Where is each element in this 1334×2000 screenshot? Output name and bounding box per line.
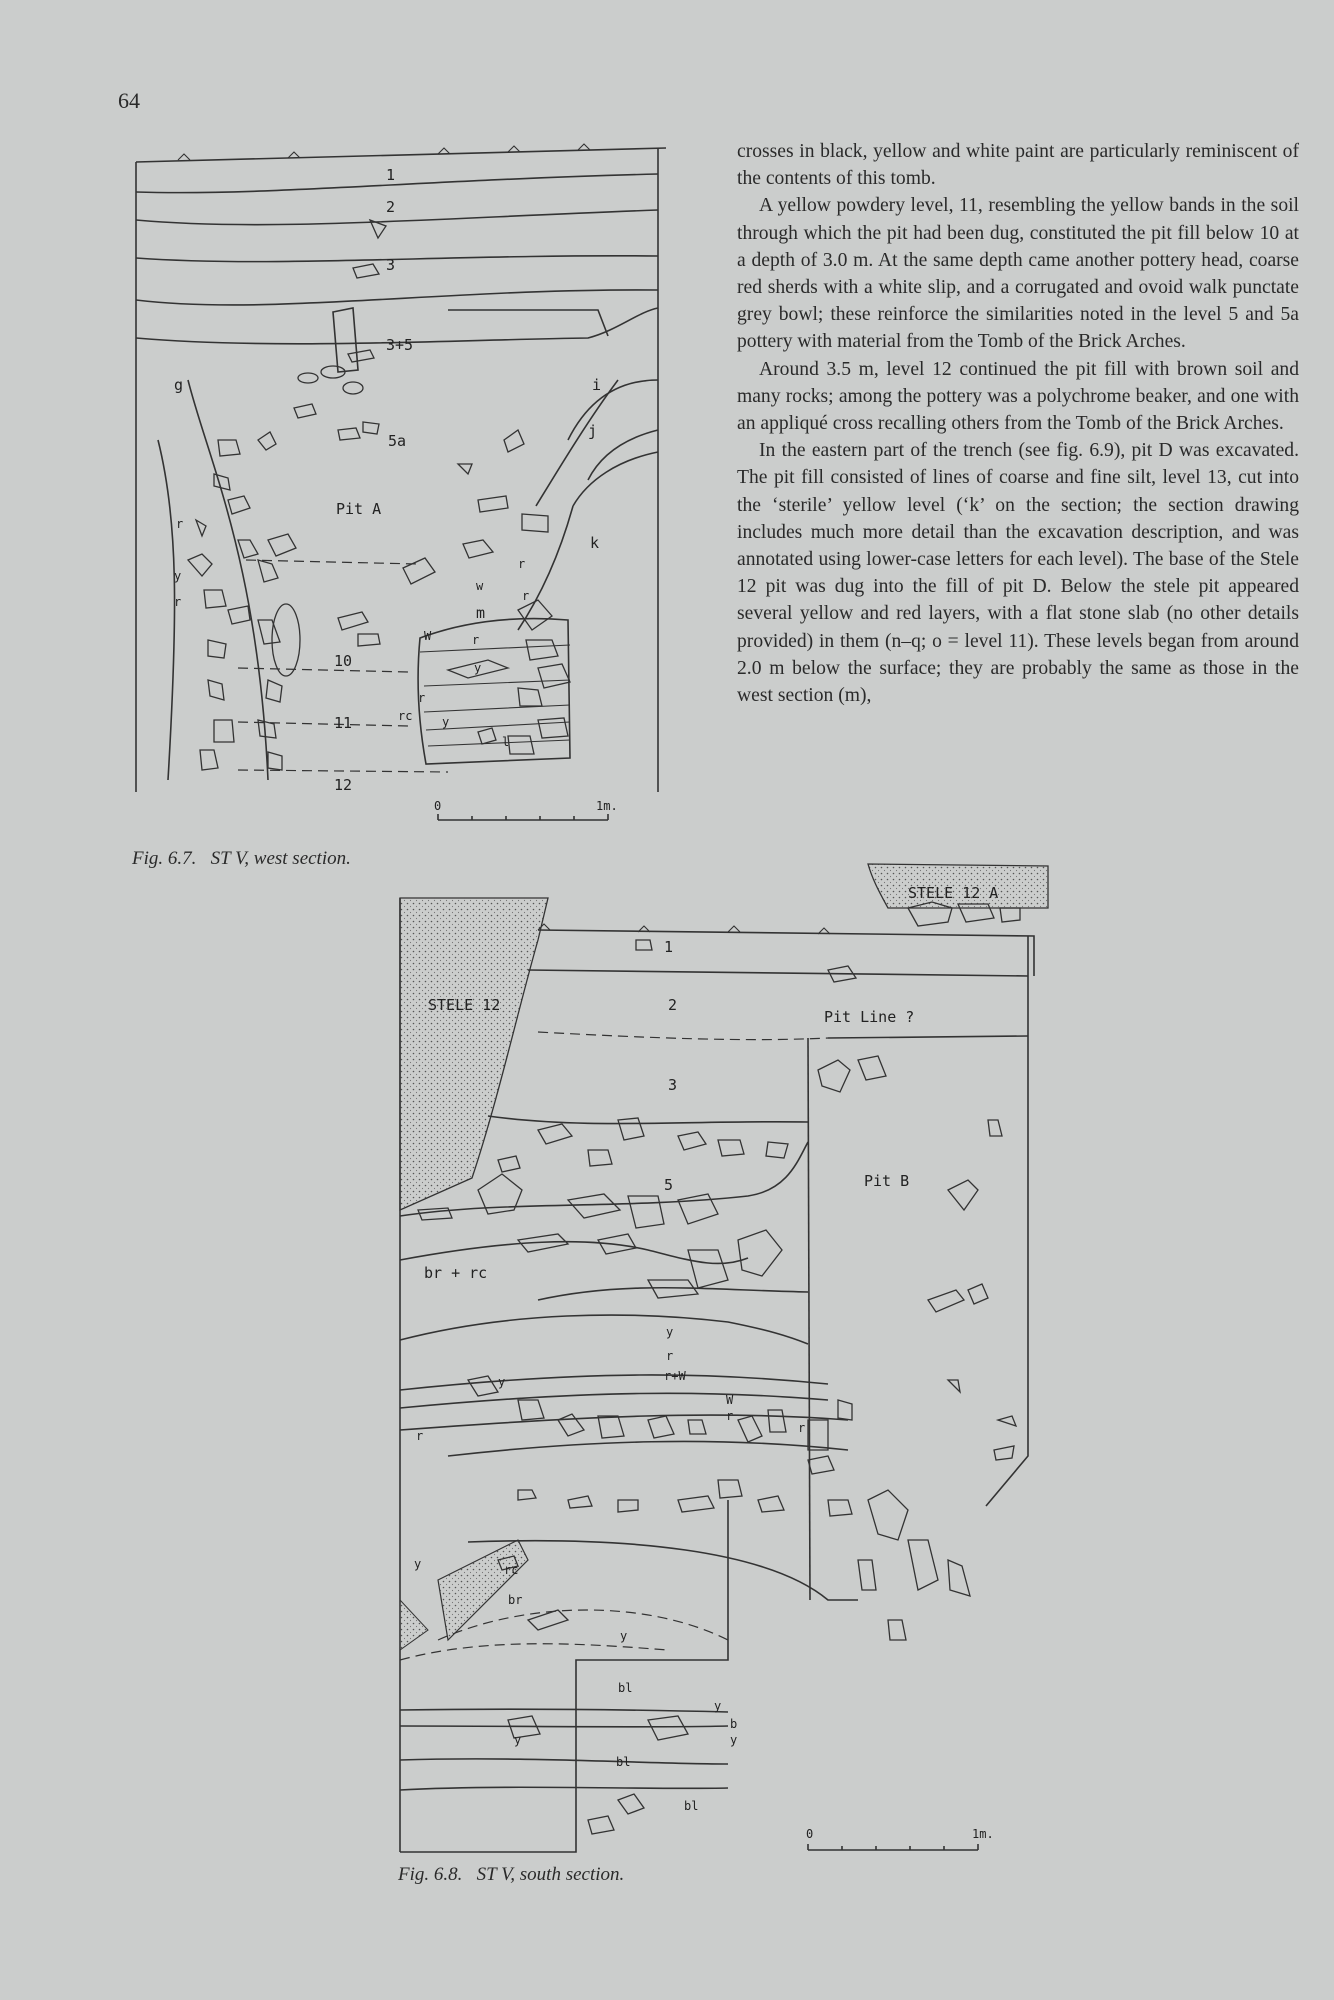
label-y: y	[620, 1629, 628, 1643]
figure-south-section	[388, 860, 1058, 1860]
label-y: y	[666, 1325, 674, 1339]
figure-caption-west: Fig. 6.7. ST V, west section.	[132, 848, 351, 869]
label-r: r	[666, 1349, 674, 1363]
label-10: 10	[334, 652, 353, 670]
label-1: 1	[386, 166, 396, 184]
label-r: r	[726, 1409, 734, 1423]
figure-west-section	[118, 140, 678, 830]
label-y: y	[414, 1557, 422, 1571]
label-w: w	[476, 579, 484, 593]
label-m: m	[476, 604, 486, 622]
label-2: 2	[668, 996, 678, 1014]
label-5: 5	[664, 1176, 674, 1194]
label-b: b	[730, 1717, 738, 1731]
ground-surface-line	[136, 148, 666, 162]
label-r: r	[176, 517, 184, 531]
scale-bar	[808, 1844, 978, 1850]
label-y: y	[730, 1733, 738, 1747]
label-y: y	[514, 1733, 522, 1747]
label-stele-12: STELE 12	[428, 996, 501, 1014]
paragraph: Around 3.5 m, level 12 continued the pit fill with brown soil and many rocks; among the pottery was a polychrome beaker, and one with an appliqué cross recalling others from the Tomb of the Brick Arches.	[737, 358, 1299, 435]
scale-end: 1m.	[596, 799, 618, 813]
label-w2: W	[424, 629, 432, 643]
rock-outlines	[188, 220, 570, 770]
west-section-drawing	[118, 140, 678, 830]
label-3: 3	[668, 1076, 678, 1094]
label-j: j	[588, 422, 598, 440]
paragraph: A yellow powdery level, 11, resembling the yellow bands in the soil through which the pit had been dug, constituted the pit fill below 10 at a depth of 3.0 m. At the same depth came another pottery head, coarse red sherds with a white slip, and a corrugated and ovoid walk punctate grey bowl; these reinforce the similarities noted in the level 5 and 5a pottery with material from the Tomb of the Brick Arches.	[737, 195, 1299, 353]
label-12: 12	[334, 776, 353, 794]
label-bl: bl	[618, 1681, 633, 1695]
body-text	[737, 138, 1299, 709]
label-g: g	[174, 376, 184, 394]
rc-deposit	[438, 1540, 528, 1640]
scale-zero: 0	[806, 1827, 814, 1841]
label-bl: bl	[684, 1799, 699, 1813]
label-br-rc: br + rc	[424, 1264, 488, 1282]
label-r: r	[472, 633, 480, 647]
label-2: 2	[386, 198, 396, 216]
label-rc: rc	[398, 709, 413, 723]
label-pit-a: Pit A	[336, 500, 382, 518]
label-r: r	[522, 589, 530, 603]
label-5a: 5a	[388, 432, 407, 450]
stele-12-shape	[400, 898, 548, 1210]
south-section-drawing	[388, 860, 1058, 1860]
label-y: y	[474, 661, 482, 675]
label-y: y	[174, 569, 182, 583]
label-br: br	[508, 1593, 523, 1607]
label-r: r	[798, 1421, 806, 1435]
scale-end: 1m.	[972, 1827, 994, 1841]
label-y: y	[714, 1699, 722, 1713]
label-w: W	[726, 1393, 734, 1407]
figure-caption-south: Fig. 6.8. ST V, south section.	[398, 1864, 625, 1885]
label-y: y	[442, 715, 450, 729]
label-r: r	[416, 1429, 424, 1443]
label-stele-12a: STELE 12 A	[908, 884, 999, 902]
label-l: l	[502, 735, 510, 749]
label-k: k	[590, 534, 600, 552]
label-1: 1	[664, 938, 674, 956]
label-rc: rc	[504, 1563, 519, 1577]
label-r: r	[518, 557, 526, 571]
scale-zero: 0	[434, 799, 442, 813]
label-i: i	[592, 376, 602, 394]
label-11: 11	[334, 714, 353, 732]
paragraph: In the eastern part of the trench (see fig. 6.9), pit D was excavated. The pit fill consisted of lines of coarse and fine silt, level 13, cut into the ‘sterile’ yellow level (‘k’ on the section; the section drawing includes much more detail than the excavation description, and was annotated using lower-case letters for each level). The base of the Stele 12 pit was dug into the fill of pit D. Below the stele pit appeared several yellow and red layers, with a flat stone slab (no other details provided) in them (n–q; o = level 11). These levels began from around 2.0 m below the surface; they are probably the same as those in the west section (m),	[737, 440, 1299, 707]
label-3-5: 3+5	[386, 336, 414, 354]
paragraph: crosses in black, yellow and white paint are particularly reminiscent of the contents of this tomb.	[737, 141, 1299, 190]
label-y: y	[498, 1375, 506, 1389]
label-bl: bl	[616, 1755, 631, 1769]
page-number: 64	[118, 88, 140, 113]
label-pit-b: Pit B	[864, 1172, 910, 1190]
label-3: 3	[386, 256, 396, 274]
label-r-w: r+W	[664, 1369, 686, 1383]
label-r: r	[174, 595, 182, 609]
label-pit-line: Pit Line ?	[824, 1008, 915, 1026]
scale-bar	[438, 814, 608, 820]
label-r: r	[418, 691, 426, 705]
